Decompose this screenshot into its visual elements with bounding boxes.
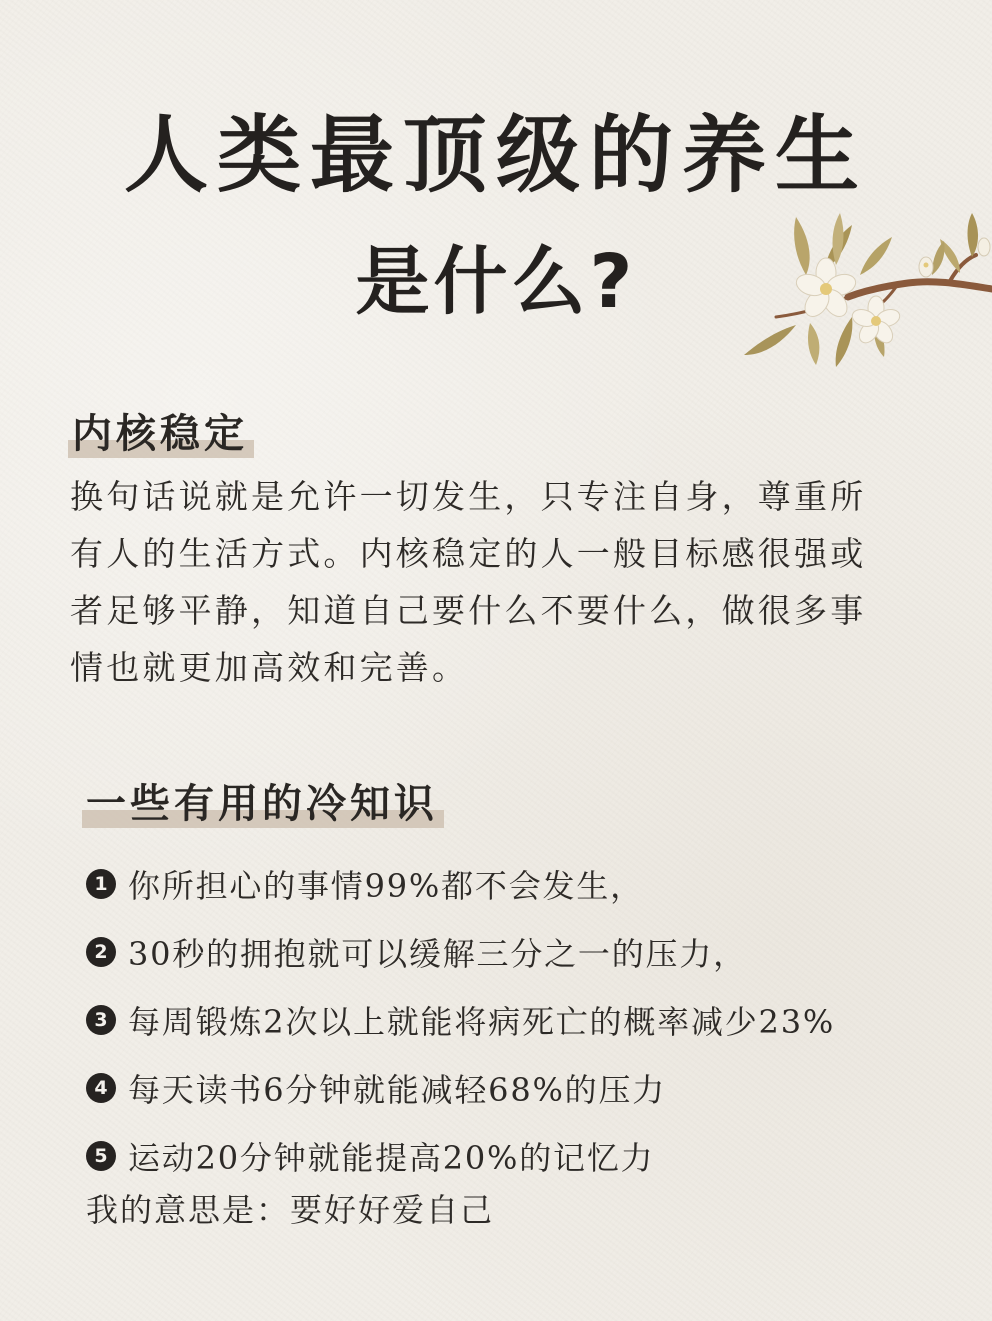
fact-text: 每周锻炼2次以上就能将病死亡的概率减少23%	[128, 1003, 836, 1041]
section-heading-core-stability	[72, 408, 248, 460]
list-item	[86, 850, 966, 918]
fact-text: 运动20分钟就能提高20%的记忆力	[128, 1139, 655, 1177]
number-badge-icon: 1	[86, 869, 116, 899]
number-badge-icon: 4	[86, 1073, 116, 1103]
closing-line: 我的意思是：要好好爱自己	[86, 1191, 495, 1229]
heading-text: 一些有用的冷知识	[86, 780, 438, 827]
paragraph-line: 换句话说就是允许一切发生，只专注自身，尊重所	[70, 477, 867, 516]
number-badge-icon: 5	[86, 1141, 116, 1171]
facts-list	[86, 850, 966, 1190]
section-heading-useful-facts	[86, 778, 438, 830]
list-item	[86, 1122, 966, 1190]
list-item	[86, 918, 966, 986]
title-line-1: 人类最顶级的养生	[123, 106, 868, 204]
title-line-2: 是什么?	[355, 239, 637, 325]
blossom-branch-icon	[736, 205, 992, 375]
number-badge-icon: 3	[86, 1005, 116, 1035]
paragraph-line: 情也就更加高效和完善。	[70, 648, 469, 687]
number-badge-icon: 2	[86, 937, 116, 967]
list-item	[86, 1054, 966, 1122]
heading-text: 内核稳定	[72, 410, 248, 457]
fact-text: 你所担心的事情99%都不会发生，	[128, 867, 644, 905]
fact-text: 30秒的拥抱就可以缓解三分之一的压力，	[128, 935, 747, 973]
paragraph-line: 有人的生活方式。内核稳定的人一般目标感很强或	[70, 534, 867, 573]
core-stability-paragraph	[70, 468, 926, 696]
paragraph-line: 者足够平静，知道自己要什么不要什么，做很多事	[70, 591, 867, 630]
fact-text: 每天读书6分钟就能减轻68%的压力	[128, 1071, 667, 1109]
list-item	[86, 986, 966, 1054]
